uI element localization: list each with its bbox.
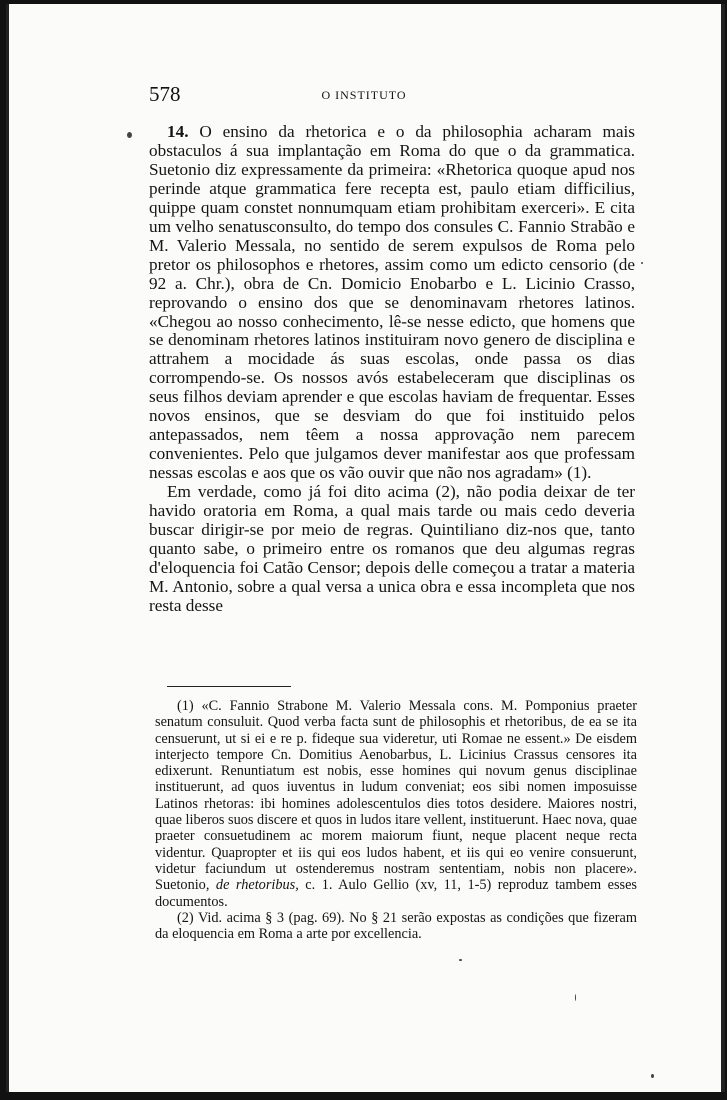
footnote-2-marker: (2) <box>177 909 194 926</box>
footnote-1-text: «C. Fannio Strabone M. Valerio Messala cons. M. Pomponius praeter senatum consuluit. Quod verba facta sunt de philosophis et rhetoribus, de ea se ita censuerunt, ut si ei e re p. fideque sua videretur, uti Romae ne essent.» De eisdem interjecto tempore Cn. Domitius Aenobarbus, L. Licinius Crassus censores ita edixerunt. Renuntiatum est nobis, esse homines qui novum genus disciplinae instituerunt, ad quos iuventus in ludum conveniat; eos sibi nomen imposuisse Latinos rhetoras: ibi homines adolescentulos dies totos desidere. Maiores nostri, quae liberos suos discere et quos in ludos itare vellent, instituerunt. Haec nova, quae praeter consuetudinem ac morem maiorum fiunt, neque placent neque recta videntur. Quapropter et iis qui eos ludos habent, et iis qui eo venire consuerunt, videtur faciundum ut ostenderemus nostram sententiam, nobis non placere». Suetonio, <box>155 698 637 894</box>
page-number: 578 <box>149 82 181 106</box>
footnote-2 <box>155 910 637 943</box>
paragraph-14-text: O ensino da rhetorica e o da philosophia acharam mais obstaculos á sua implantação em Roma do que o da grammatica. Suetonio diz expressamente da primeira: «Rhetorica quoque apud nos perinde atque grammatica fere recepta est, paulo etiam difficilius, quippe quam constet nonnumquam etiam prohibitam exerceri». E cita um velho senatusconsulto, do tempo dos consules C. Fannio Strabão e M. Valerio Messala, no sentido de serem expulsos de Roma pelo pretor os philosophos e rhetores, assim como um edicto censorio (de 92 a. Chr.), obra de Cn. Domicio Enobarbo e L. Licinio Crasso, reprovando o ensino dos que se denominavam rhetores latinos. «Chegou ao nosso conhecimento, lê-se nesse edicto, que homens que se denominam rhetores latinos instituiram novo genero de disciplina e attrahem a mocidade ás suas escolas, onde passa os dias corrompendo-se. Os nossos avós estabeleceram que disciplinas os seus filhos deviam aprender e que escolas haviam de frequentar. Esses novos ensinos, que se desviam do que foi instituido pelos antepassados, nem têem a nossa approvação nem parecem convenientes. Pelo que julgamos dever manifestar aos que professam nessas escolas e aos que os vão ouvir que não nos agradam» (1). <box>149 122 635 483</box>
footnote-1-text-end: c. 1. Aulo Gellio (xv, 11, 1-5) reproduz tambem esses documentos. <box>155 877 637 910</box>
footnote-1-marker: (1) <box>177 698 194 714</box>
main-text <box>149 123 635 616</box>
footnotes <box>155 698 637 942</box>
paragraph-number: 14. <box>167 122 189 141</box>
footnote-1 <box>155 698 637 910</box>
page-header <box>149 82 579 106</box>
paragraph-14 <box>149 123 635 483</box>
footnote-1-work-title: de rhetoribus, <box>215 877 299 894</box>
running-title: O INSTITUTO <box>321 88 407 102</box>
footnote-divider <box>167 686 291 687</box>
footnote-2-text: Vid. acima § 3 (pag. 69). No § 21 serão expostas as condições que fizeram da eloquencia em Roma a arte por excellencia. <box>155 909 637 943</box>
paragraph-em-verdade: Em verdade, como já foi dito acima (2), não podia deixar de ter havido oratoria em Roma, a qual mais tarde ou mais cedo deveria buscar dirigir-se por meio de regras. Quintiliano diz-nos que, tanto quanto sabe, o primeiro entre os romanos que deu algumas regras d'eloquencia foi Catão Censor; depois delle começou a tratar a materia M. Antonio, sobre a qual versa a unica obra e essa incompleta que nos resta desse <box>149 482 635 615</box>
book-page <box>6 4 725 1092</box>
